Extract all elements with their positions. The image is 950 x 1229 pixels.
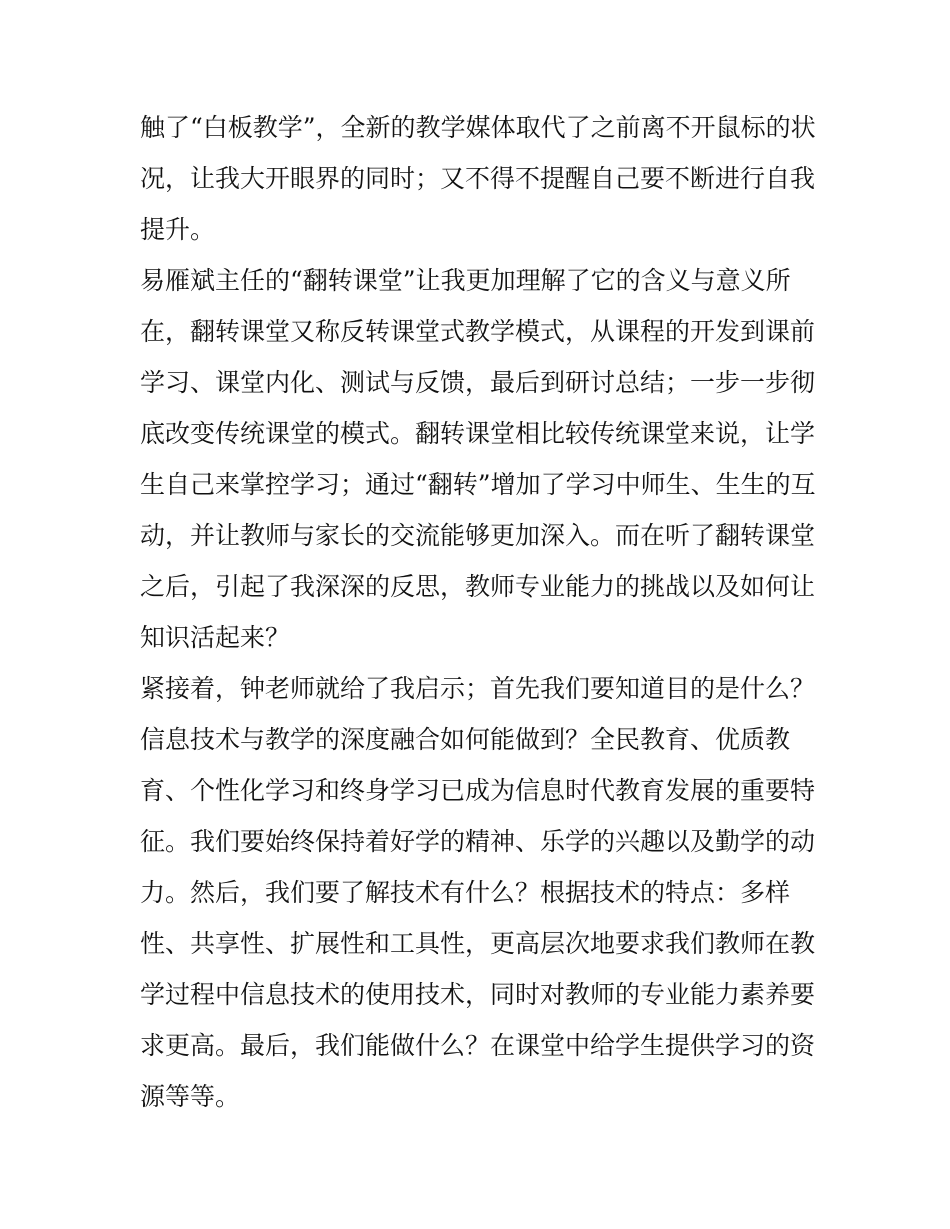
text-line: 知识活起来？ <box>140 623 291 652</box>
text-line: 触了“白板教学”，全新的教学媒体取代了之前离不开鼠标的状 <box>140 113 816 142</box>
text-line: 况，让我大开眼界的同时；又不得不提醒自己要不断进行自我 <box>140 164 816 193</box>
paragraph-flipped-classroom <box>140 255 816 663</box>
text-line: 动，并让教师与家长的交流能够更加深入。而在听了翻转课堂 <box>140 521 816 550</box>
text-line: 育、个性化学习和终身学习已成为信息时代教育发展的重要特 <box>140 776 816 805</box>
text-line: 在，翻转课堂又称反转课堂式教学模式，从课程的开发到课前 <box>140 317 816 346</box>
text-line: 力。然后，我们要了解技术有什么？根据技术的特点：多样 <box>140 878 791 907</box>
text-line: 源等等。 <box>140 1082 241 1111</box>
text-line: 学过程中信息技术的使用技术，同时对教师的专业能力素养要 <box>140 980 816 1009</box>
text-line: 性、共享性、扩展性和工具性，更高层次地要求我们教师在教 <box>140 929 816 958</box>
paragraph-whiteboard <box>140 102 816 255</box>
text-line: 生自己来掌控学习；通过“翻转”增加了学习中师生、生生的互 <box>140 470 816 499</box>
text-line: 学习、课堂内化、测试与反馈，最后到研讨总结；一步一步彻 <box>140 368 816 397</box>
text-line: 提升。 <box>140 215 216 244</box>
text-line: 信息技术与教学的深度融合如何能做到？全民教育、优质教 <box>140 725 791 754</box>
paragraph-teacher-insight <box>140 663 816 1122</box>
text-line: 之后，引起了我深深的反思，教师专业能力的挑战以及如何让 <box>140 572 816 601</box>
text-line: 求更高。最后，我们能做什么？在课堂中给学生提供学习的资 <box>140 1031 816 1060</box>
text-line: 征。我们要始终保持着好学的精神、乐学的兴趣以及勤学的动 <box>140 827 816 856</box>
text-line: 底改变传统课堂的模式。翻转课堂相比较传统课堂来说，让学 <box>140 419 816 448</box>
document-body <box>140 102 816 1122</box>
text-line: 易雁斌主任的“翻转课堂”让我更加理解了它的含义与意义所 <box>140 266 791 295</box>
text-line: 紧接着，钟老师就给了我启示；首先我们要知道目的是什么？ <box>140 674 816 703</box>
